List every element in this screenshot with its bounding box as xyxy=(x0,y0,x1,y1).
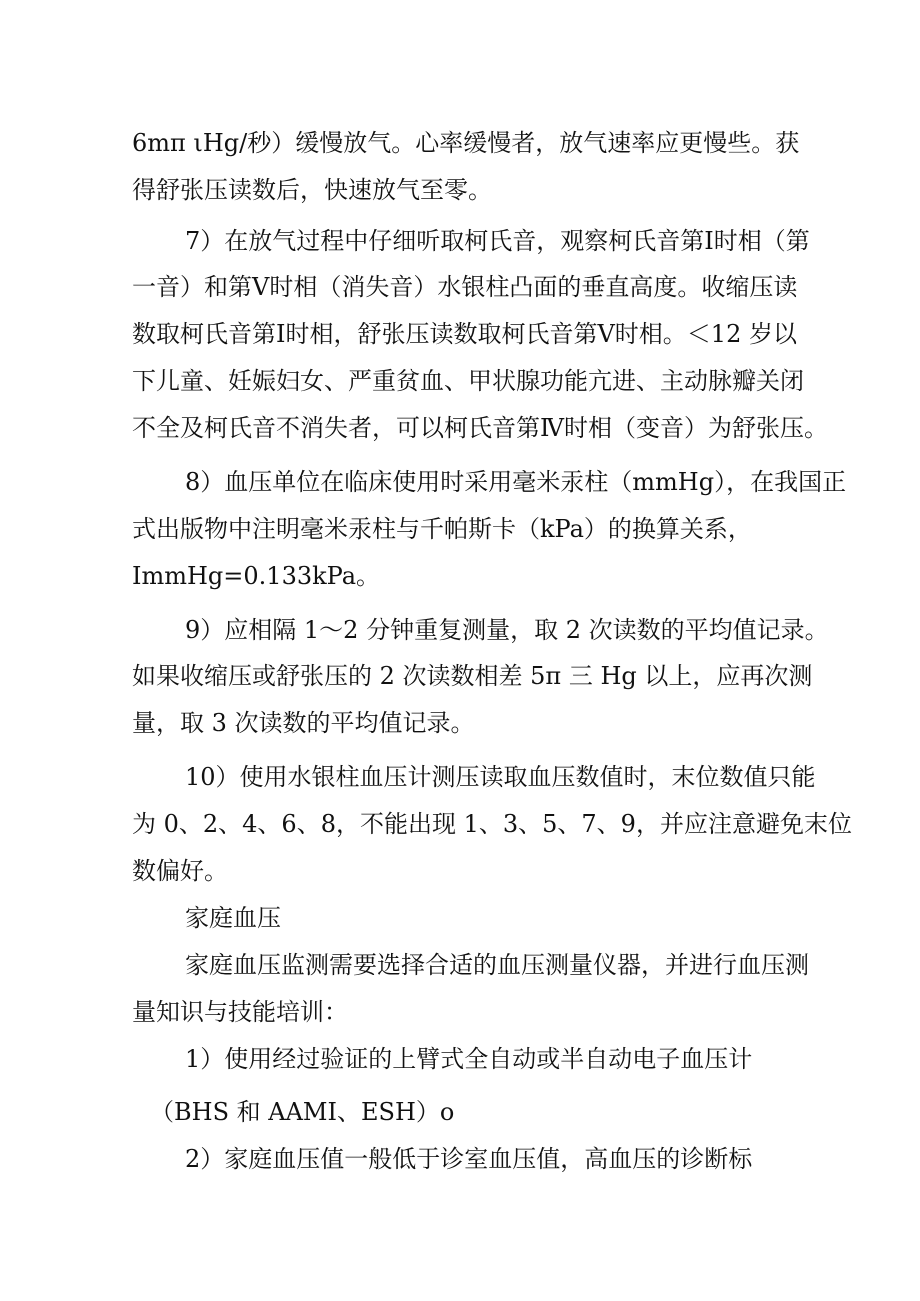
text-line-20: 1）使用经过验证的上臂式全自动或半自动电子血压计 xyxy=(185,1045,753,1073)
text-line-7: 不全及柯氏音不消失者，可以柯氏音第Ⅳ时相（变音）为舒张压。 xyxy=(132,414,828,442)
text-line-8: 8）血压单位在临床使用时采用毫米汞柱（mmHg），在我国正 xyxy=(185,468,847,496)
text-line-2: 得舒张压读数后，快速放气至零。 xyxy=(132,176,492,204)
text-line-11: 9）应相隔 1～2 分钟重复测量，取 2 次读数的平均值记录。 xyxy=(185,616,829,644)
text-line-3: 7）在放气过程中仔细听取柯氏音，观察柯氏音第Ⅰ时相（第 xyxy=(185,227,810,255)
text-line-22: 2）家庭血压值一般低于诊室血压值，高血压的诊断标 xyxy=(185,1145,753,1173)
text-line-5: 数取柯氏音第Ⅰ时相，舒张压读数取柯氏音第Ⅴ时相。＜12 岁以 xyxy=(132,320,797,348)
text-line-18: 家庭血压监测需要选择合适的血压测量仪器，并进行血压测 xyxy=(185,951,809,979)
text-line-15: 为 0、2、4、6、8，不能出现 1、3、5、7、9，并应注意避免末位 xyxy=(132,810,852,838)
text-line-4: 一音）和第Ⅴ时相（消失音）水银柱凸面的垂直高度。收缩压读 xyxy=(132,273,798,301)
text-line-1: 6mπ ιHg/秒）缓慢放气。心率缓慢者，放气速率应更慢些。获 xyxy=(132,129,800,157)
text-line-16: 数偏好。 xyxy=(132,857,228,885)
text-line-13: 量，取 3 次读数的平均值记录。 xyxy=(132,709,475,737)
text-line-19: 量知识与技能培训： xyxy=(132,998,348,1026)
text-line-6: 下儿童、妊娠妇女、严重贫血、甲状腺功能亢进、主动脉瓣关闭 xyxy=(132,367,804,395)
text-line-21: （BHS 和 AAMI、ESH）o xyxy=(150,1098,455,1126)
text-line-10: ImmHg=0.133kPa。 xyxy=(132,562,381,590)
text-line-9: 式出版物中注明毫米汞柱与千帕斯卡（kPa）的换算关系， xyxy=(132,515,752,543)
text-line-12: 如果收缩压或舒张压的 2 次读数相差 5π 三 Hg 以上，应再次测 xyxy=(132,662,813,690)
text-line-14: 10）使用水银柱血压计测压读取血压数值时，末位数值只能 xyxy=(185,763,816,791)
section-heading: 家庭血压 xyxy=(185,904,281,932)
